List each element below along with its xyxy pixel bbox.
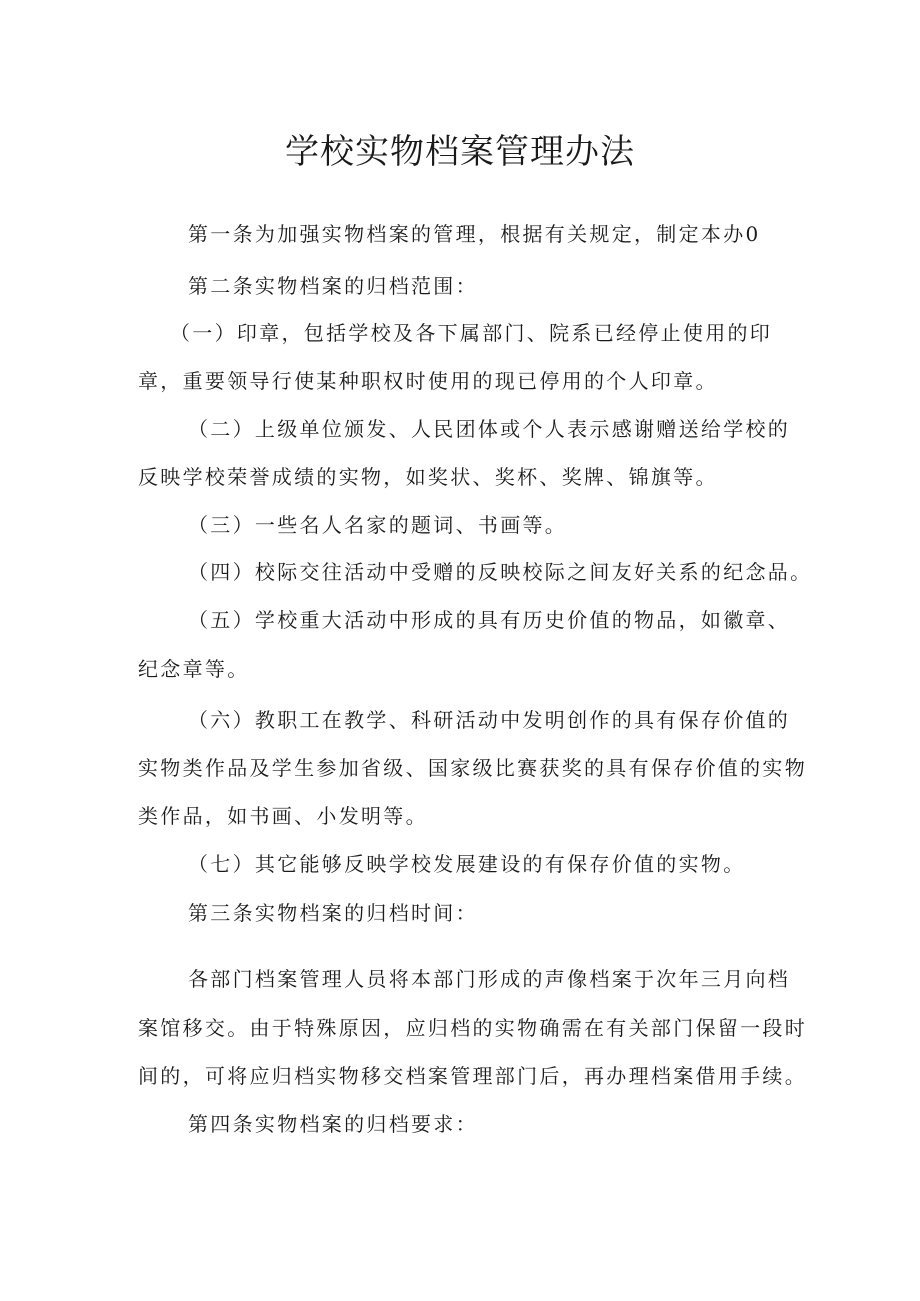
article-1-line: 第一条为加强实物档案的管理，根据有关规定，制定本办0 bbox=[188, 222, 761, 246]
item-1-line-2: 章，重要领导行使某种职权时使用的现已停用的个人印章。 bbox=[138, 369, 718, 393]
document-title: 学校实物档案管理办法 bbox=[285, 132, 635, 172]
article-3-body-line-1: 各部门档案管理人员将本部门形成的声像档案于次年三月向档 bbox=[188, 967, 791, 991]
article-3-body-line-2: 案馆移交。由于特殊原因，应归档的实物确需在有关部门保留一段时 bbox=[138, 1016, 807, 1040]
article-3-body-line-3: 间的，可将应归档实物移交档案管理部门后，再办理档案借用手续。 bbox=[138, 1064, 807, 1088]
item-6-line-2: 实物类作品及学生参加省级、国家级比赛获奖的具有保存价值的实物 bbox=[138, 756, 807, 780]
item-3-line: （三）一些名人名家的题词、书画等。 bbox=[188, 513, 568, 537]
item-5-line-2: 纪念章等。 bbox=[138, 657, 250, 681]
item-6-line-1: （六）教职工在教学、科研活动中发明创作的具有保存价值的 bbox=[188, 708, 791, 732]
item-4-line: （四）校际交往活动中受赠的反映校际之间友好关系的纪念品。 bbox=[188, 560, 813, 584]
item-5-line-1: （五）学校重大活动中形成的具有历史价值的物品，如徽章、 bbox=[188, 608, 791, 632]
article-3-heading: 第三条实物档案的归档时间： bbox=[188, 901, 478, 925]
item-2-line-2: 反映学校荣誉成绩的实物，如奖状、奖杯、奖牌、锦旗等。 bbox=[138, 465, 718, 489]
item-1-line-1: （一）印章，包括学校及各下属部门、院系已经停止使用的印 bbox=[170, 321, 773, 345]
item-7-line: （七）其它能够反映学校发展建设的有保存价值的实物。 bbox=[188, 852, 746, 876]
article-2-heading: 第二条实物档案的归档范围： bbox=[188, 274, 478, 298]
article-4-heading: 第四条实物档案的归档要求： bbox=[188, 1112, 478, 1136]
item-6-line-3: 类作品，如书画、小发明等。 bbox=[138, 804, 428, 828]
item-2-line-1: （二）上级单位颁发、人民团体或个人表示感谢赠送给学校的 bbox=[188, 417, 791, 441]
